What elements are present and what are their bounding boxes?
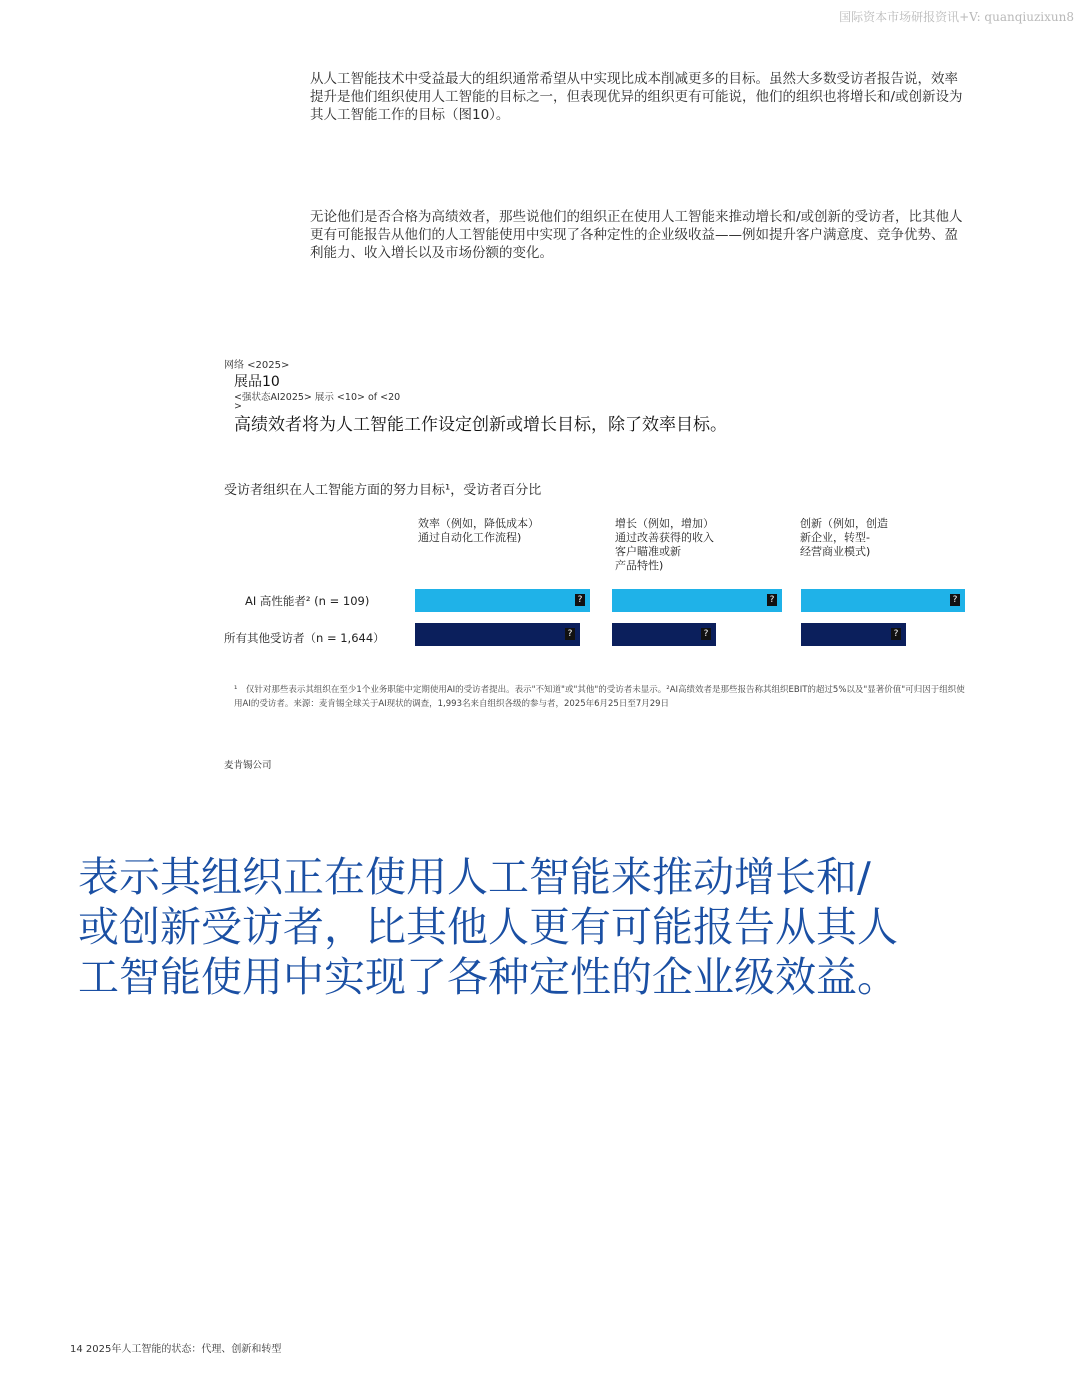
intro-paragraph-1: 从人工智能技术中受益最大的组织通常希望从中实现比成本削减更多的目标。虽然大多数受访者报告说，效率提升是他们组织使用人工智能的目标之一，但表现优异的组织更有可能说，他们的组织也将增长和/或创新设为其人工智能工作的目标（图10）。 (310, 71, 963, 123)
bar-high-performers-2 (801, 589, 965, 612)
exhibit-meta-network: 网络 <2025> (224, 360, 290, 371)
column-header-innovation (800, 517, 888, 559)
column-header-efficiency (418, 517, 539, 545)
bar-high-performers-1 (612, 589, 782, 612)
column-header-line: 效率（例如，降低成本） (418, 517, 539, 530)
row-label-high-performers: AI 高性能者² (n = 109) (245, 594, 370, 608)
exhibit-meta-tail: > (234, 401, 242, 412)
bar-other-respondents-2 (801, 623, 906, 646)
bar-value-label: ? (701, 628, 711, 640)
bar-value-label: ? (565, 628, 575, 640)
bar-high-performers-0 (415, 589, 590, 612)
column-header-line: 客户瞄准或新 (615, 545, 681, 558)
company-name: 麦肯锡公司 (224, 760, 272, 771)
exhibit-number: 展品10 (234, 374, 280, 390)
bar-other-respondents-1 (612, 623, 716, 646)
chart-subtitle: 受访者组织在人工智能方面的努力目标¹，受访者百分比 (224, 483, 542, 498)
column-header-line: 创新（例如，创造 (800, 517, 888, 530)
page-footer: 14 2025年人工智能的状态：代理、创新和转型 (70, 1344, 282, 1355)
column-header-line: 通过改善获得的收入 (615, 531, 714, 544)
bar-other-respondents-0 (415, 623, 580, 646)
bar-value-label: ? (950, 594, 960, 606)
column-header-line: 通过自动化工作流程) (418, 531, 522, 544)
bar-value-label: ? (575, 594, 585, 606)
pull-quote: 表示其组织正在使用人工智能来推动增长和/或创新受访者，比其他人更有可能报告从其人工智能使用中实现了各种定性的企业级效益。 (78, 853, 898, 1001)
column-header-line: 经营商业模式) (800, 545, 871, 558)
column-header-line: 增长（例如，增加） (615, 517, 714, 530)
column-header-growth (615, 517, 714, 573)
footnote: ¹ 仅针对那些表示其组织在至少1个业务职能中定期使用AI的受访者提出。表示"不知道"或"其他"的受访者未显示。²AI高绩效者是那些报告称其组织EBIT的超过5%以及"显著价值"可归因于组织使用AI的受访者。来源：麦肯锡全球关于AI现状的调查，1,993名来自组织各级的参与者，2025年6月25日至7月29日 (234, 685, 965, 709)
column-header-line: 新企业，转型- (800, 531, 870, 544)
column-header-line: 产品特性) (615, 559, 664, 572)
watermark-text: 国际资本市场研报资讯+V: quanqiuzixun8 (839, 10, 1074, 24)
intro-paragraph-2: 无论他们是否合格为高绩效者，那些说他们的组织正在使用人工智能来推动增长和/或创新的受访者，比其他人更有可能报告从他们的人工智能使用中实现了各种定性的企业级收益——例如提升客户满意度、竞争优势、盈利能力、收入增长以及市场份额的变化。 (310, 209, 963, 261)
row-label-other-respondents: 所有其他受访者（n = 1,644） (224, 631, 385, 645)
chart-title: 高绩效者将为人工智能工作设定创新或增长目标，除了效率目标。 (234, 415, 727, 435)
exhibit-meta-status: <强状态AI2025> 展示 <10> of <20 (234, 392, 401, 403)
bar-value-label: ? (891, 628, 901, 640)
bar-value-label: ? (767, 594, 777, 606)
